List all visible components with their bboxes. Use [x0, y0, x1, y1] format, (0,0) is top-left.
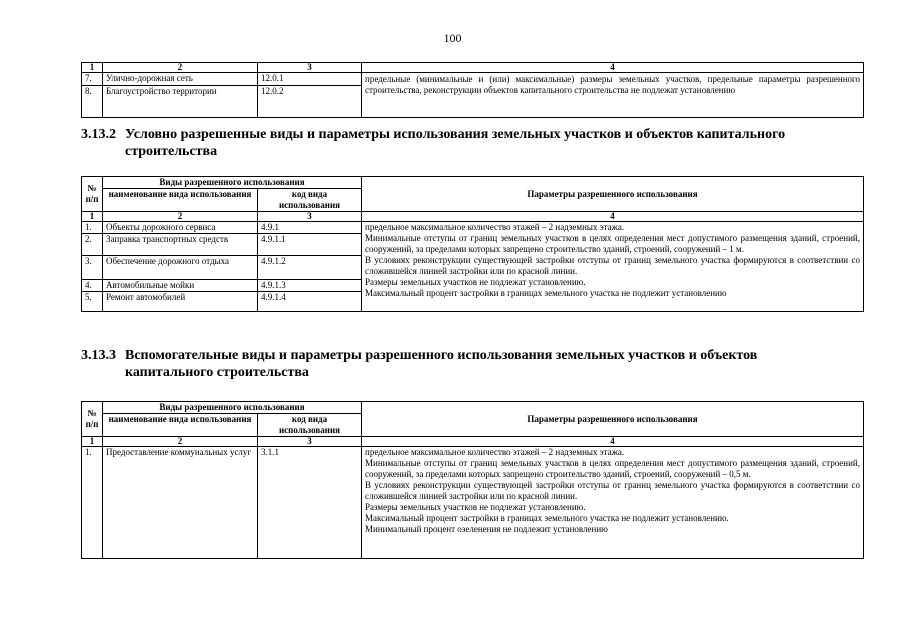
- row-number: 5.: [82, 292, 103, 312]
- column-number: 2: [103, 437, 258, 447]
- use-code: 3.1.1: [258, 447, 362, 559]
- page-number: 100: [443, 31, 462, 45]
- table-row: [82, 222, 864, 234]
- param-line: В условиях реконструкции существующей застройки отступы от границ земельного участка формируются в соответствии со сложившейся линией застройки или по красной линии.: [365, 480, 860, 501]
- header-parameters: Параметры разрешенного использования: [362, 402, 864, 437]
- use-name: Автомобильные мойки: [103, 280, 258, 292]
- use-code: 4.9.1.2: [258, 256, 362, 280]
- header-number: № п/п: [82, 402, 103, 437]
- row-number: 8.: [82, 86, 103, 118]
- column-number: 2: [103, 212, 258, 222]
- column-number: 4: [362, 212, 864, 222]
- use-code: 12.0.1: [258, 73, 362, 86]
- parameters-cell: [362, 447, 864, 559]
- header-use-name: наименование вида использования: [103, 189, 258, 212]
- use-code: 4.9.1.4: [258, 292, 362, 312]
- column-number: 3: [258, 63, 362, 73]
- table-conditional-use: [81, 176, 864, 312]
- section-title-line2: строительства: [125, 144, 218, 159]
- section-title-line2: капитального строительства: [125, 365, 309, 380]
- header-use-code: код вида использования: [258, 414, 362, 437]
- use-name: Предоставление коммунальных услуг: [103, 447, 258, 559]
- param-line: Максимальный процент застройки в границах земельного участка не подлежит установлению: [365, 288, 727, 298]
- row-number: 1.: [82, 447, 103, 559]
- section-title-line1: Вспомогательные виды и параметры разрешенного использования земельных участков и объектов: [125, 348, 758, 363]
- use-name: Благоустройство территории: [103, 86, 258, 118]
- use-code: 4.9.1.1: [258, 234, 362, 256]
- param-line: Максимальный процент застройки в границах земельного участка не подлежит установлению.: [365, 513, 729, 523]
- row-number: 1.: [82, 222, 103, 234]
- table-land-use-continued: [81, 62, 864, 118]
- table-column-numbers: [82, 212, 864, 222]
- use-name: Объекты дорожного сервиса: [103, 222, 258, 234]
- table-row: [82, 447, 864, 559]
- section-title-line1: Условно разрешенные виды и параметры использования земельных участков и объектов капитального: [125, 127, 786, 142]
- table-auxiliary-use: [81, 401, 864, 559]
- parameters-text: предельные (минимальные и (или) максимальные) размеры земельных участков, предельные параметры разрешенного строительства, реконструкции объектов капитального строительства не подлежат установлению: [362, 73, 864, 118]
- header-use-types: Виды разрешенного использования: [103, 402, 362, 414]
- param-line: Минимальный процент озеленения не подлежит установлению: [365, 524, 608, 534]
- param-line: В условиях реконструкции существующей застройки отступы от границ земельного участка формируются в соответствии со сложившейся линией застройки или по красной линии.: [365, 255, 860, 276]
- column-number: 3: [258, 437, 362, 447]
- column-number: 4: [362, 437, 864, 447]
- row-number: 3.: [82, 256, 103, 280]
- section-number: 3.13.2: [81, 127, 116, 142]
- header-use-types: Виды разрешенного использования: [103, 177, 362, 189]
- table-column-numbers: [82, 437, 864, 447]
- header-parameters: Параметры разрешенного использования: [362, 177, 864, 212]
- use-code: 12.0.2: [258, 86, 362, 118]
- column-number: 1: [82, 212, 103, 222]
- row-number: 4.: [82, 280, 103, 292]
- use-name: Заправка транспортных средств: [103, 234, 258, 256]
- header-use-name: наименование вида использования: [103, 414, 258, 437]
- use-name: Обеспечение дорожного отдыха: [103, 256, 258, 280]
- parameters-cell: [362, 222, 864, 312]
- param-line: Размеры земельных участков не подлежат установлению.: [365, 502, 586, 512]
- section-heading-3-13-2: [81, 126, 863, 160]
- header-use-code: код вида использования: [258, 189, 362, 212]
- use-code: 4.9.1: [258, 222, 362, 234]
- param-line: предельное максимальное количество этажей – 2 надземных этажа.: [365, 222, 625, 232]
- section-number: 3.13.3: [81, 348, 116, 363]
- column-number: 4: [362, 63, 864, 73]
- row-number: 2.: [82, 234, 103, 256]
- section-heading-3-13-3: [81, 347, 863, 381]
- column-number: 1: [82, 63, 103, 73]
- column-number: 1: [82, 437, 103, 447]
- table-row: [82, 73, 864, 86]
- param-line: Размеры земельных участков не подлежат установлению.: [365, 277, 586, 287]
- table-column-numbers: [82, 63, 864, 73]
- column-number: 3: [258, 212, 362, 222]
- param-line: Минимальные отступы от границ земельных участков в целях определения мест допустимого размещения зданий, строений, сооружений, за пределами которых запрещено строительство зданий, строений, сооружений – 0,5 м.: [365, 458, 860, 479]
- param-line: предельное максимальное количество этажей – 2 надземных этажа.: [365, 447, 625, 457]
- param-line: Минимальные отступы от границ земельных участков в целях определения мест допустимого размещения зданий, строений, сооружений, за пределами которых запрещено строительство зданий, строений, сооружений – 1 м.: [365, 233, 860, 254]
- row-number: 7.: [82, 73, 103, 86]
- use-name: Улично-дорожная сеть: [103, 73, 258, 86]
- header-number: № п/п: [82, 177, 103, 212]
- use-code: 4.9.1.3: [258, 280, 362, 292]
- column-number: 2: [103, 63, 258, 73]
- use-name: Ремонт автомобилей: [103, 292, 258, 312]
